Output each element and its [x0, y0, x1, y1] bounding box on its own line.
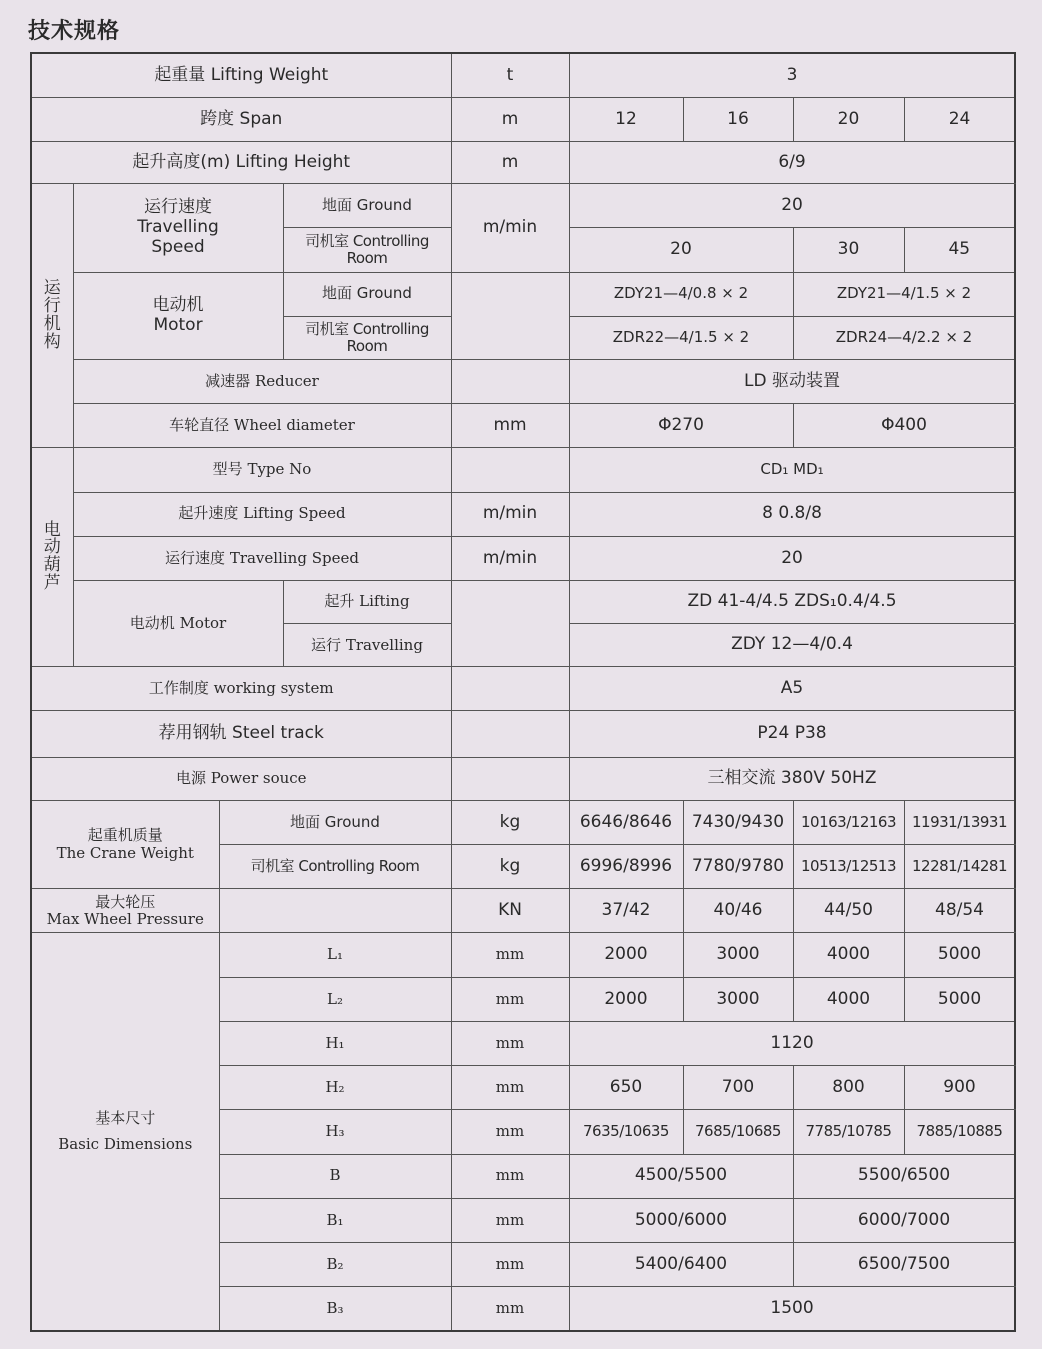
wheel-pressure-value: 48/54 [904, 889, 1015, 933]
hoist-travelling-label: 运行 Travelling [283, 624, 451, 667]
crane-weight-ground-value: 6646/8646 [569, 800, 683, 844]
lifting-weight-unit: t [451, 53, 569, 97]
dimension-value: 2000 [569, 933, 683, 977]
dimension-unit: mm [451, 1242, 569, 1286]
travel-motor-label: 电动机 Motor [73, 272, 283, 359]
dimension-value: 5000 [904, 933, 1015, 977]
dimension-value: 6500/7500 [793, 1242, 1015, 1286]
wheel-pressure-label: 最大轮压 Max Wheel Pressure [31, 889, 219, 933]
crane-weight-label: 起重机质量 The Crane Weight [31, 800, 219, 888]
dimension-value: 5500/6500 [793, 1154, 1015, 1198]
hoist-motor-unit [451, 580, 569, 666]
span-value: 24 [904, 97, 1015, 141]
table-row [31, 667, 1015, 711]
travel-speed-room-value: 30 [793, 228, 904, 272]
dimension-label: L₂ [219, 977, 451, 1021]
reducer-label: 减速器 Reducer [73, 359, 451, 403]
travel-motor-room-value: ZDR24—4/2.2 × 2 [793, 316, 1015, 359]
dimension-unit: mm [451, 1066, 569, 1110]
steel-track-unit [451, 711, 569, 757]
reducer-unit [451, 359, 569, 403]
dimension-unit: mm [451, 1198, 569, 1242]
wheel-pressure-value: 40/46 [683, 889, 793, 933]
hoist-travelling-speed-value: 20 [569, 536, 1015, 580]
hoist-group-label: 电 动 葫 芦 [31, 448, 73, 667]
table-row [31, 933, 1015, 977]
dimension-value: 2000 [569, 977, 683, 1021]
span-value: 12 [569, 97, 683, 141]
dimension-unit: mm [451, 977, 569, 1021]
crane-weight-ground-value: 7430/9430 [683, 800, 793, 844]
reducer-value: LD 驱动装置 [569, 359, 1015, 403]
travel-motor-room-value: ZDR22—4/1.5 × 2 [569, 316, 793, 359]
dimension-unit: mm [451, 1110, 569, 1154]
power-value: 三相交流 380V 50HZ [569, 757, 1015, 800]
hoist-lifting-label: 起升 Lifting [283, 580, 451, 623]
wheel-diameter-value: Φ400 [793, 404, 1015, 448]
table-row [31, 404, 1015, 448]
dimension-unit: mm [451, 933, 569, 977]
power-unit [451, 757, 569, 800]
table-row [31, 711, 1015, 757]
lifting-height-label: 起升高度(m) Lifting Height [31, 141, 451, 183]
travel-motor-unit [451, 272, 569, 359]
span-unit: m [451, 97, 569, 141]
crane-weight-room-value: 12281/14281 [904, 845, 1015, 889]
travel-speed-label: 运行速度 Travelling Speed [73, 184, 283, 272]
hoist-travelling-speed-label: 运行速度 Travelling Speed [73, 536, 451, 580]
dimension-value: 1120 [569, 1021, 1015, 1065]
wheel-diameter-label: 车轮直径 Wheel diameter [73, 404, 451, 448]
crane-weight-ground-value: 11931/13931 [904, 800, 1015, 844]
lifting-speed-unit: m/min [451, 492, 569, 536]
dimension-value: 800 [793, 1066, 904, 1110]
dimension-value: 700 [683, 1066, 793, 1110]
lifting-weight-value: 3 [569, 53, 1015, 97]
crane-weight-unit: kg [451, 800, 569, 844]
hoist-lifting-value: ZD 41-4/4.5 ZDS₁0.4/4.5 [569, 580, 1015, 623]
travel-mechanism-group-label: 运 行 机 构 [31, 184, 73, 448]
travel-speed-unit: m/min [451, 184, 569, 272]
wheel-pressure-value: 37/42 [569, 889, 683, 933]
table-row [31, 448, 1015, 492]
crane-weight-room-value: 10513/12513 [793, 845, 904, 889]
hoist-travelling-speed-unit: m/min [451, 536, 569, 580]
dimension-value: 5000/6000 [569, 1198, 793, 1242]
dimension-unit: mm [451, 1154, 569, 1198]
travel-motor-ground-value: ZDY21—4/0.8 × 2 [569, 272, 793, 316]
dimension-unit: mm [451, 1021, 569, 1065]
lifting-speed-label: 起升速度 Lifting Speed [73, 492, 451, 536]
wheel-pressure-value: 44/50 [793, 889, 904, 933]
hoist-type-label: 型号 Type No [73, 448, 451, 492]
table-row [31, 184, 1015, 228]
crane-weight-ground-value: 10163/12163 [793, 800, 904, 844]
dimension-label: H₁ [219, 1021, 451, 1065]
dimension-label: B₂ [219, 1242, 451, 1286]
ground-label: 地面 Ground [283, 184, 451, 228]
basic-dimensions-label: 基本尺寸 Basic Dimensions [31, 933, 219, 1331]
table-row [31, 580, 1015, 623]
lifting-speed-value: 8 0.8/8 [569, 492, 1015, 536]
table-row [31, 53, 1015, 97]
power-label: 电源 Power souce [31, 757, 451, 800]
dimension-value: 1500 [569, 1287, 1015, 1331]
ground-label: 地面 Ground [283, 272, 451, 316]
dimension-value: 6000/7000 [793, 1198, 1015, 1242]
table-row [31, 97, 1015, 141]
lifting-weight-label: 起重量 Lifting Weight [31, 53, 451, 97]
span-label: 跨度 Span [31, 97, 451, 141]
table-row [31, 757, 1015, 800]
table-row [31, 272, 1015, 316]
hoist-motor-label: 电动机 Motor [73, 580, 283, 666]
dimension-value: 5000 [904, 977, 1015, 1021]
dimension-unit: mm [451, 1287, 569, 1331]
dimension-label: B₁ [219, 1198, 451, 1242]
wheel-diameter-unit: mm [451, 404, 569, 448]
wheel-diameter-value: Φ270 [569, 404, 793, 448]
travel-speed-room-value: 20 [569, 228, 793, 272]
dimension-label: H₂ [219, 1066, 451, 1110]
wheel-pressure-sub [219, 889, 451, 933]
dimension-label: B [219, 1154, 451, 1198]
controlling-room-label: 司机室 Controlling Room [283, 228, 451, 272]
dimension-value: 4000 [793, 933, 904, 977]
crane-weight-unit: kg [451, 845, 569, 889]
lifting-height-unit: m [451, 141, 569, 183]
dimension-label: B₃ [219, 1287, 451, 1331]
span-value: 20 [793, 97, 904, 141]
ground-label: 地面 Ground [219, 800, 451, 844]
lifting-height-value: 6/9 [569, 141, 1015, 183]
dimension-value: 650 [569, 1066, 683, 1110]
dimension-value: 7785/10785 [793, 1110, 904, 1154]
travel-speed-ground-value: 20 [569, 184, 1015, 228]
wheel-pressure-unit: KN [451, 889, 569, 933]
dimension-value: 4500/5500 [569, 1154, 793, 1198]
dimension-value: 7685/10685 [683, 1110, 793, 1154]
spec-table [30, 52, 1016, 1332]
travel-speed-room-value: 45 [904, 228, 1015, 272]
dimension-value: 7635/10635 [569, 1110, 683, 1154]
dimension-value: 3000 [683, 933, 793, 977]
dimension-label: H₃ [219, 1110, 451, 1154]
working-system-label: 工作制度 working system [31, 667, 451, 711]
hoist-type-value: CD₁ MD₁ [569, 448, 1015, 492]
steel-track-label: 荐用钢轨 Steel track [31, 711, 451, 757]
span-value: 16 [683, 97, 793, 141]
table-row [31, 141, 1015, 183]
controlling-room-label: 司机室 Controlling Room [283, 316, 451, 359]
steel-track-value: P24 P38 [569, 711, 1015, 757]
working-system-unit [451, 667, 569, 711]
hoist-type-unit [451, 448, 569, 492]
controlling-room-label: 司机室 Controlling Room [219, 845, 451, 889]
dimension-value: 900 [904, 1066, 1015, 1110]
crane-weight-room-value: 6996/8996 [569, 845, 683, 889]
dimension-value: 3000 [683, 977, 793, 1021]
table-row [31, 536, 1015, 580]
travel-motor-ground-value: ZDY21—4/1.5 × 2 [793, 272, 1015, 316]
page-title: 技术规格 [28, 19, 121, 44]
table-row [31, 889, 1015, 933]
table-row [31, 359, 1015, 403]
hoist-travelling-value: ZDY 12—4/0.4 [569, 624, 1015, 667]
dimension-value: 5400/6400 [569, 1242, 793, 1286]
dimension-value: 7885/10885 [904, 1110, 1015, 1154]
crane-weight-room-value: 7780/9780 [683, 845, 793, 889]
dimension-label: L₁ [219, 933, 451, 977]
table-row [31, 800, 1015, 844]
working-system-value: A5 [569, 667, 1015, 711]
table-row [31, 492, 1015, 536]
dimension-value: 4000 [793, 977, 904, 1021]
